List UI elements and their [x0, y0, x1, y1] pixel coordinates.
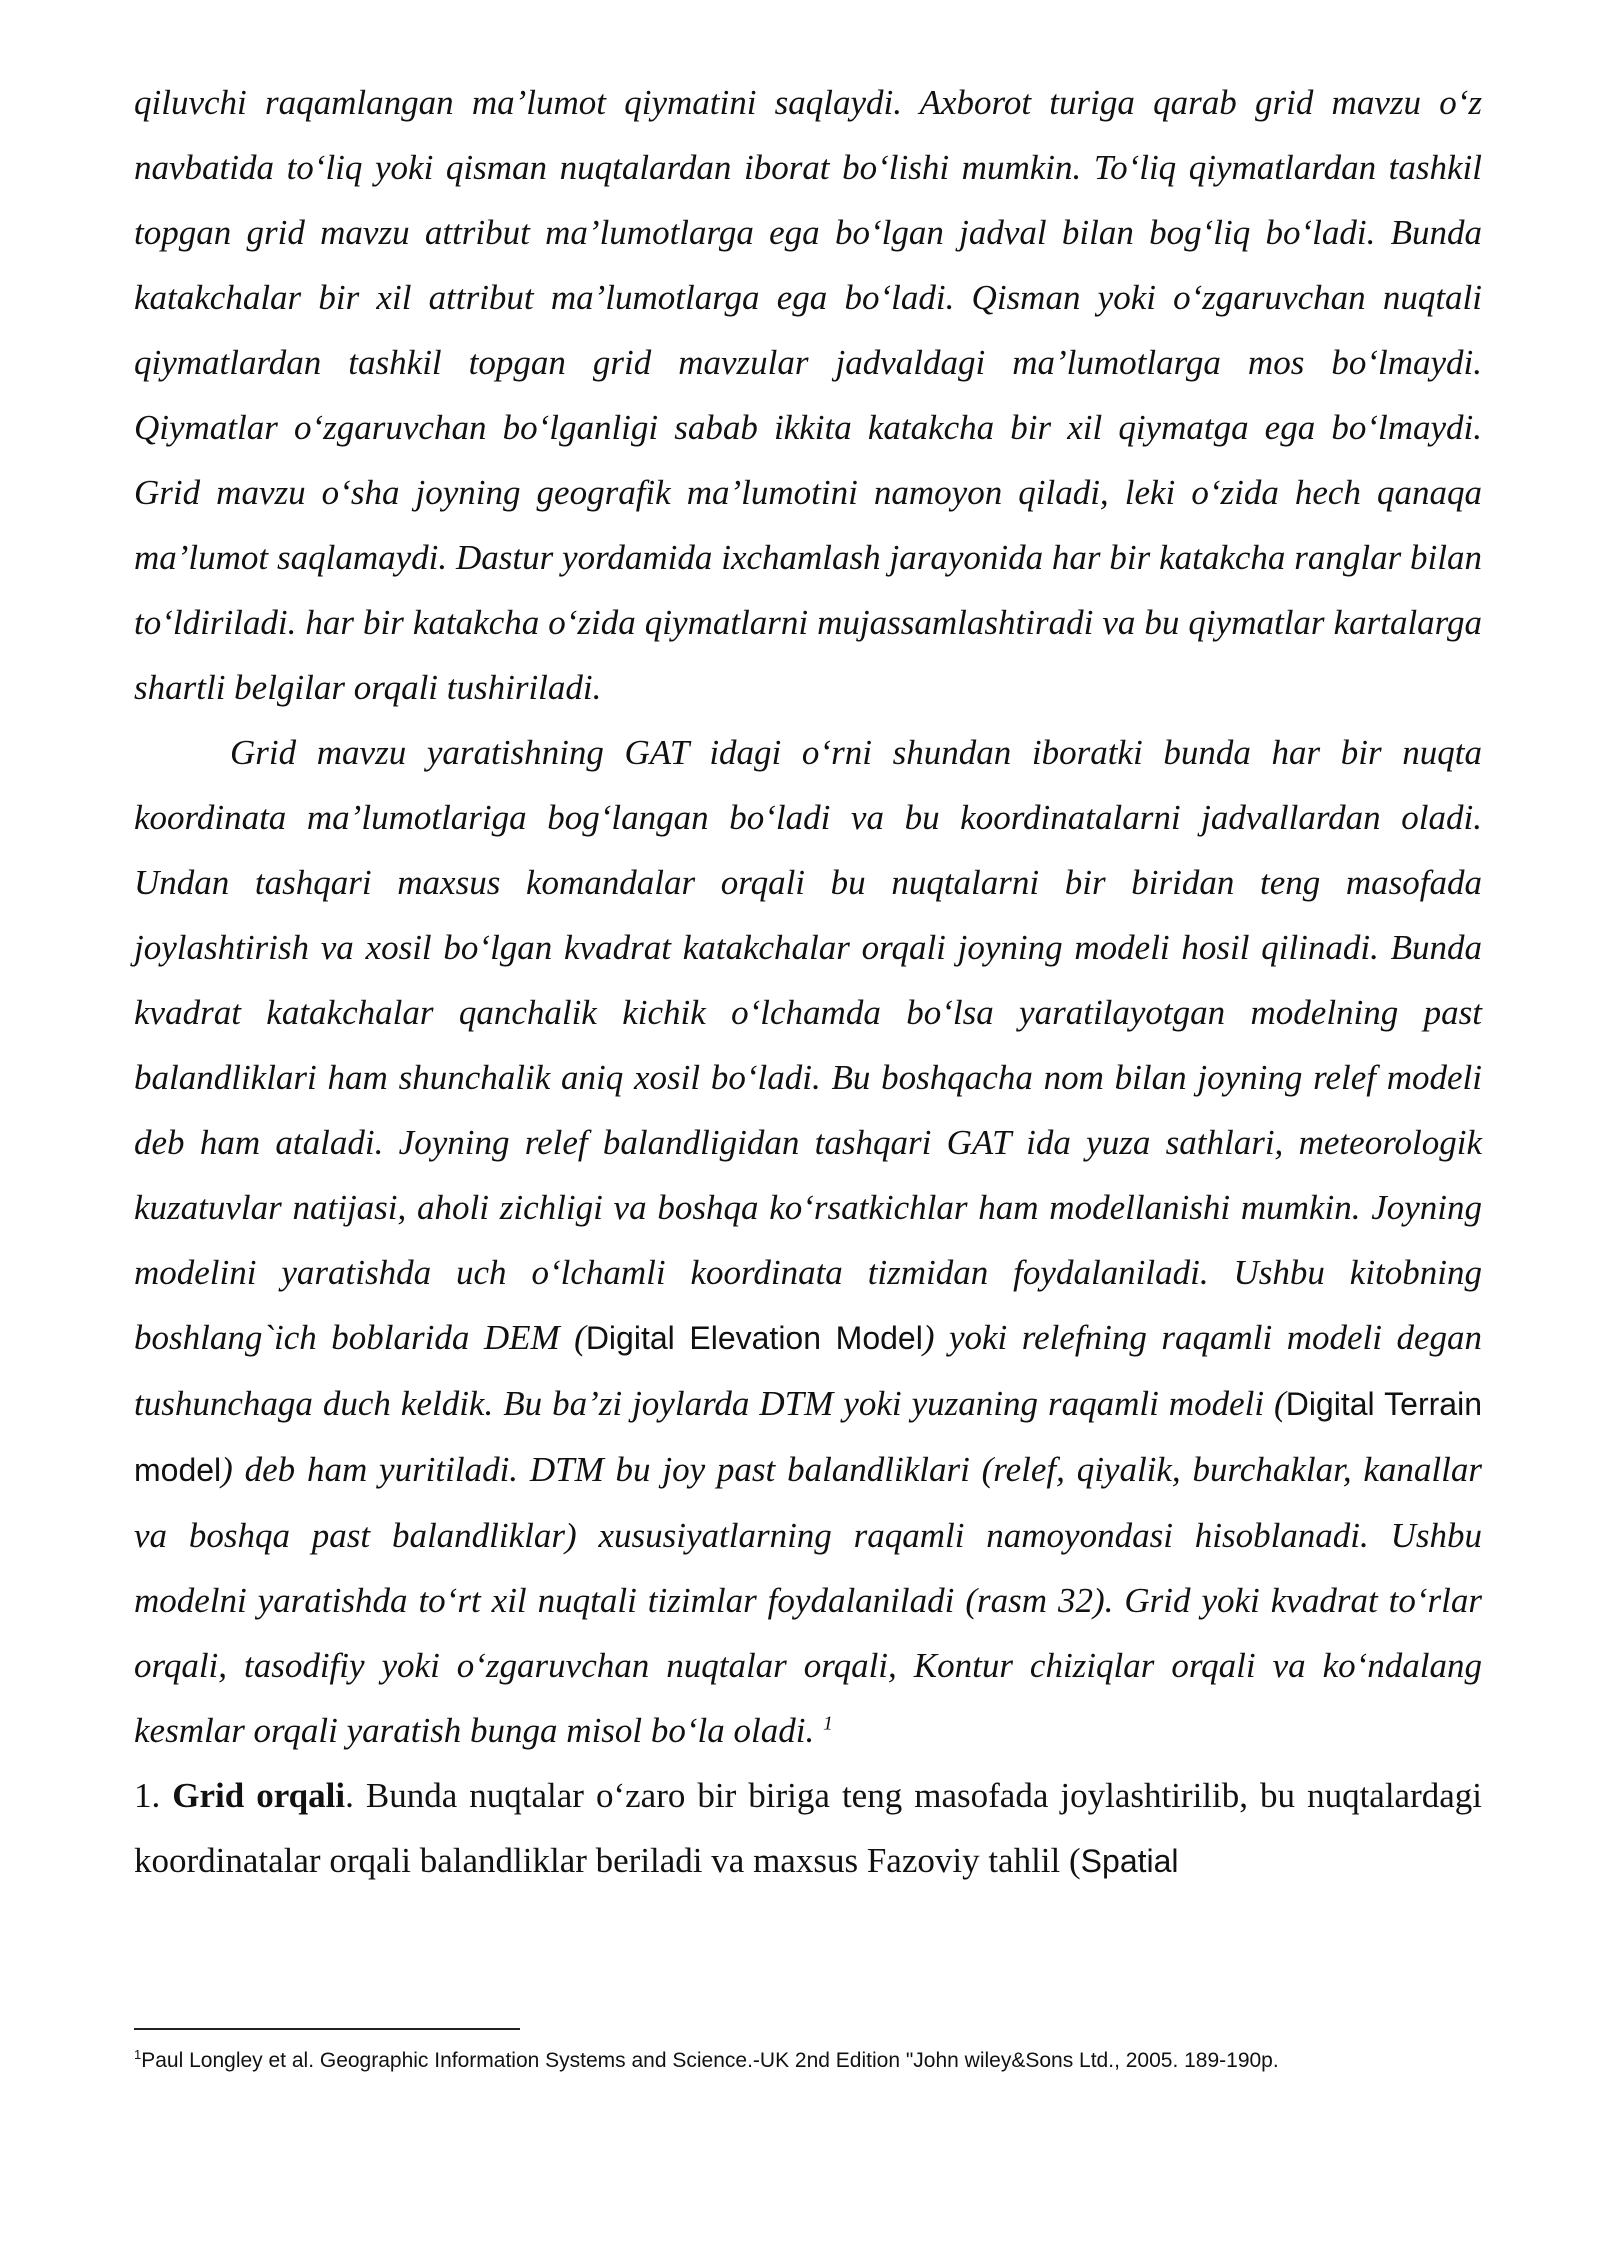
dem-term: Digital Elevation Model — [585, 1320, 923, 1356]
list-item-grid — [134, 1763, 1482, 1894]
paragraph-grid-topic-creation — [134, 720, 1482, 1763]
list-item-text: . Bunda nuqtalar o‘zaro bir biriga teng masofada joylashtirilib, bu nuqtalardagi koordinatalar orqali balandliklar beriladi va maxsus Fazoviy tahlil ( — [134, 1776, 1483, 1880]
document-page — [134, 70, 1482, 1894]
list-item-number: 1. — [134, 1776, 161, 1815]
paragraph-2-part-2: ) yoki relefning raqamli modeli degan tushunchaga duch keldik. Bu ba’zi joylarda DTM yoki yuzaning raqamli modeli ( — [134, 1318, 1483, 1423]
footnote-text: Paul Longley et al. Geographic Information Systems and Science.-UK 2nd Edition "John wiley&Sons Ltd., 2005. 189-190p. — [141, 2049, 1279, 2072]
paragraph-grid-topic-values — [134, 70, 1482, 720]
paragraph-1-text: qiluvchi raqamlangan ma’lumot qiymatini saqlaydi. Axborot turiga qarab grid mavzu o‘z navbatida to‘liq yoki qisman nuqtalardan iborat bo‘lishi mumkin. To‘liq qiymatlardan tashkil topgan grid mavzu attribut ma’lumotlarga ega bo‘lgan jadval bilan bog‘liq bo‘ladi. Bunda katakchalar bir xil attribut ma’lumotlarga ega bo‘ladi. Qisman yoki o‘zgaruvchan nuqtali qiymatlardan tashkil topgan grid mavzular jadvaldagi ma’lumotlarga mos bo‘lmaydi. Qiymatlar o‘zgaruvchan bo‘lganligi sabab ikkita katakcha bir xil qiymatga ega bo‘lmaydi. Grid mavzu o‘sha joyning geografik ma’lumotini namoyon qiladi, leki o‘zida hech qanaqa ma’lumot saqlamaydi. Dastur yordamida ixchamlash jarayonida har bir katakcha ranglar bilan to‘ldiriladi. har bir katakcha o‘zida qiymatlarni mujassamlashtiradi va bu qiymatlar kartalarga shartli belgilar orqali tushiriladi. — [134, 83, 1482, 707]
footnote-separator — [134, 2028, 520, 2030]
footnote — [134, 2046, 1482, 2076]
footnote-marker: 1 — [134, 2047, 142, 2062]
list-item-title: Grid orqali — [172, 1776, 346, 1815]
spatial-term: Spatial — [1080, 1843, 1179, 1879]
paragraph-2-part-1: Grid mavzu yaratishning GAT idagi o‘rni shundan iboratki bunda har bir nuqta koordinata ma’lumotlariga bog‘langan bo‘ladi va bu koordinatalarni jadvallardan oladi. Undan tashqari maxsus komandalar orqali bu nuqtalarni bir biridan teng masofada joylashtirish va xosil bo‘lgan kvadrat katakchalar orqali joyning modeli hosil qilinadi. Bunda kvadrat katakchalar qanchalik kichik o‘lchamda bo‘lsa yaratilayotgan modelning past balandliklari ham shunchalik aniq xosil bo‘ladi. Bu boshqacha nom bilan joyning relef modeli deb ham ataladi. Joyning relef balandligidan tashqari GAT ida yuza sathlari, meteorologik kuzatuvlar natijasi, aholi zichligi va boshqa ko‘rsatkichlar ham modellanishi mumkin. Joyning modelini yaratishda uch o‘lchamli koordinata tizmidan foydalaniladi. Ushbu kitobning boshlang`ich boblarida DEM ( — [134, 733, 1482, 1357]
dtm-term: Digital Terrain model — [134, 1386, 1482, 1488]
footnote-reference[interactable]: 1 — [822, 1712, 833, 1735]
paragraph-2-part-3: ) deb ham yuritiladi. DTM bu joy past balandliklari (relef, qiyalik, burchaklar, kanallar va boshqa past balandliklar) xususiyatlarning raqamli namoyondasi hisoblanadi. Ushbu modelni yaratishda to‘rt xil nuqtali tizimlar foydalaniladi (rasm 32). Grid yoki kvadrat to‘rlar orqali, tasodifiy yoki o‘zgaruvchan nuqtalar orqali, Kontur chiziqlar orqali va ko‘ndalang kesmlar orqali yaratish bunga misol bo‘la oladi. — [134, 1450, 1482, 1750]
